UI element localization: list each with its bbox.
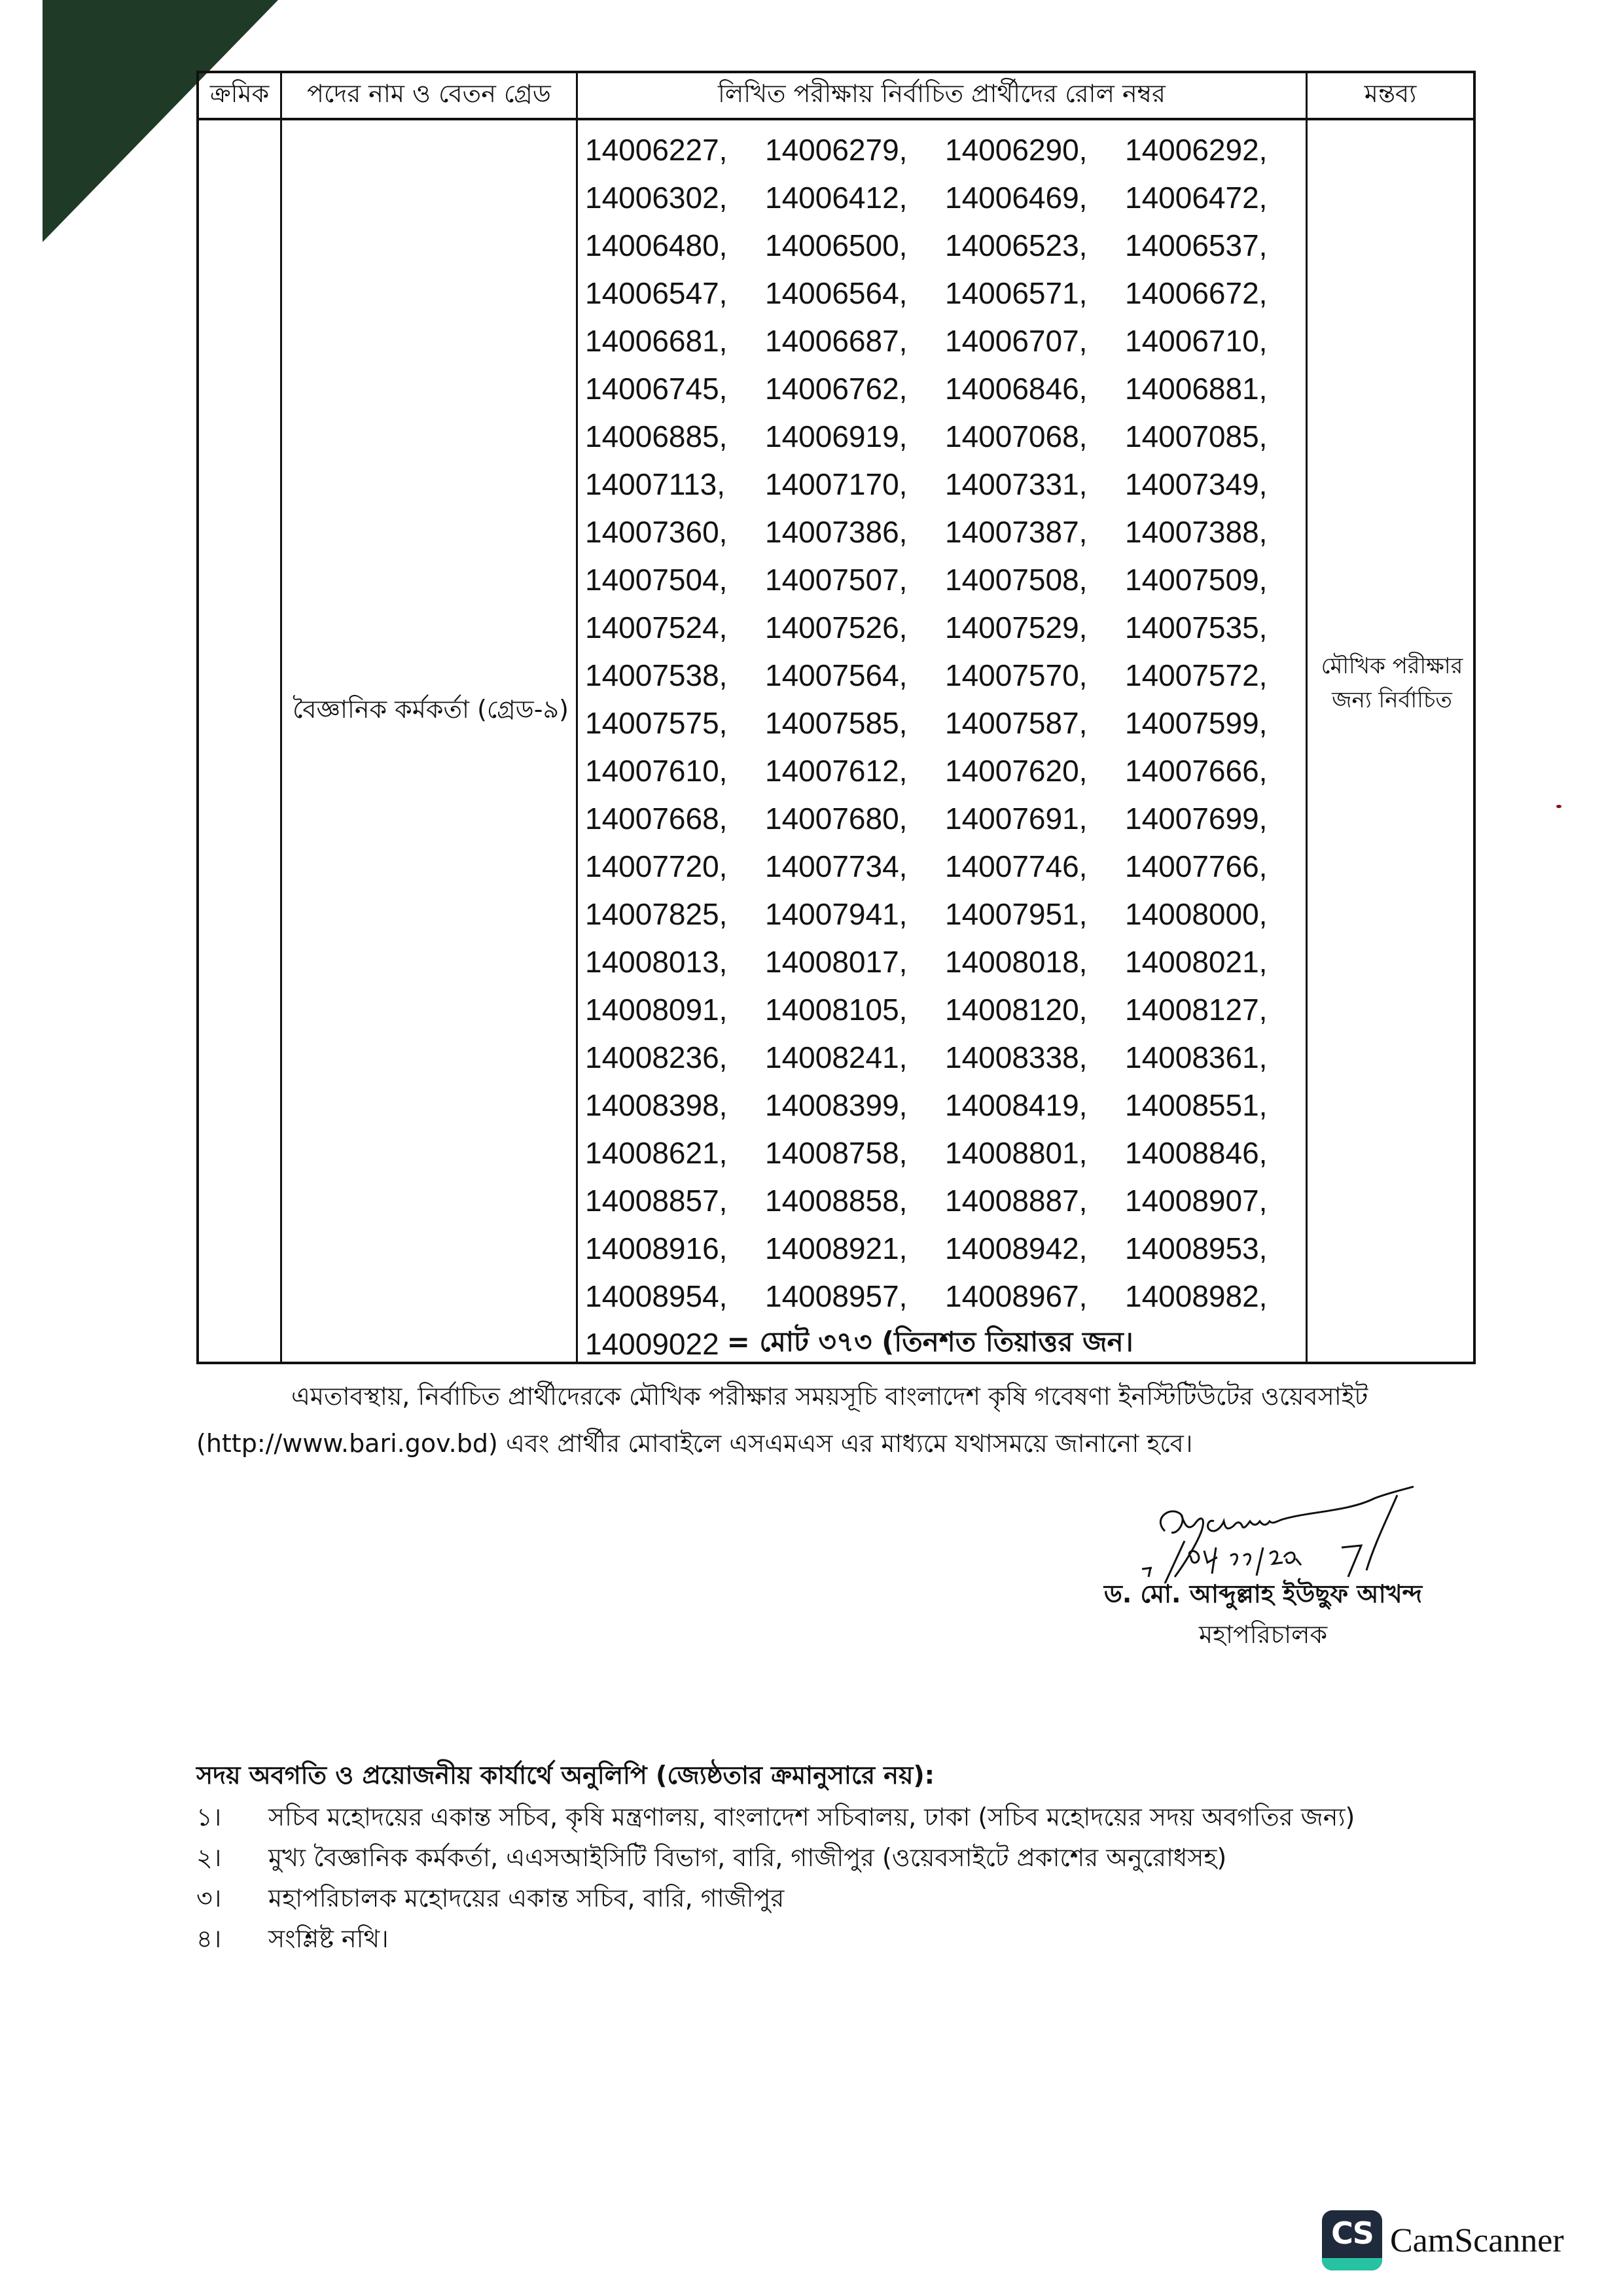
roll-number: 14006919, xyxy=(765,419,908,453)
roll-number-list xyxy=(585,126,1305,1368)
copy-item-text: মুখ্য বৈজ্ঞানিক কর্মকর্তা, এএসআইসিটি বিভাগ, বারি, গাজীপুর (ওয়েবসাইটে প্রকাশের অনুরোধসহ) xyxy=(268,1843,1227,1872)
copy-item-text: সচিব মহোদয়ের একান্ত সচিব, কৃষি মন্ত্রণালয়, বাংলাদেশ সচিবালয়, ঢাকা (সচিব মহোদয়ের সদয় অবগতির জন্য) xyxy=(268,1803,1355,1831)
roll-number: 14008361, xyxy=(1125,1040,1268,1074)
roll-number: 14006672, xyxy=(1125,275,1268,310)
header-remarks: মন্তব্য xyxy=(1364,79,1417,108)
roll-row xyxy=(585,508,1305,556)
roll-number: 14008801, xyxy=(945,1135,1088,1170)
notice-line: এমতাবস্থায়, নির্বাচিত প্রার্থীদেরকে মৌখিক পরীক্ষার সময়সূচি বাংলাদেশ কৃষি গবেষণা ইনস্টিটিউটের ওয়েবসাইট xyxy=(291,1382,1368,1411)
roll-row xyxy=(585,460,1305,508)
notice-line: (http://www.bari.gov.bd) এবং প্রার্থীর মোবাইলে এসএমএস এর মাধ্যমে যথাসময়ে জানানো হবে। xyxy=(196,1429,1193,1458)
post-name: বৈজ্ঞানিক কর্মকর্তা (গ্রেড-৯) xyxy=(293,695,569,724)
roll-row xyxy=(585,1176,1305,1224)
roll-number: 14006472, xyxy=(1125,180,1268,215)
roll-row xyxy=(585,317,1305,364)
roll-number: 14006523, xyxy=(945,228,1088,262)
roll-number: 14008957, xyxy=(765,1279,908,1313)
roll-row xyxy=(585,1224,1305,1272)
last-roll-number: 14009022 xyxy=(585,1326,719,1361)
roll-number: 14008236, xyxy=(585,1040,728,1074)
roll-number: 14007585, xyxy=(765,705,908,740)
roll-row xyxy=(585,747,1305,794)
remark-line: জন্য নির্বাচিত xyxy=(1332,687,1452,713)
roll-number: 14007941, xyxy=(765,896,908,931)
roll-row xyxy=(585,985,1305,1033)
roll-number: 14008021, xyxy=(1125,944,1268,979)
roll-row xyxy=(585,651,1305,699)
roll-number: 14007575, xyxy=(585,705,728,740)
roll-number: 14007572, xyxy=(1125,658,1268,692)
roll-number: 14008000, xyxy=(1125,896,1268,931)
roll-number: 14007529, xyxy=(945,610,1088,645)
roll-number: 14008398, xyxy=(585,1087,728,1122)
roll-number: 14007508, xyxy=(945,562,1088,597)
roll-number: 14007113, xyxy=(585,467,726,501)
signatory-name: ড. মো. আব্দুল্লাহ ইউছুফ আখন্দ xyxy=(1103,1580,1423,1608)
camscanner-badge-text: CS xyxy=(1331,2216,1373,2251)
roll-number: 14007524, xyxy=(585,610,728,645)
roll-row xyxy=(585,1081,1305,1129)
roll-number: 14008982, xyxy=(1125,1279,1268,1313)
roll-number: 14007612, xyxy=(765,753,908,788)
roll-number: 14007699, xyxy=(1125,801,1268,836)
notice-paragraph xyxy=(196,1373,1479,1467)
copy-item-text: মহাপরিচালক মহোদয়ের একান্ত সচিব, বারি, গাজীপুর xyxy=(268,1884,785,1913)
roll-number: 14006681, xyxy=(585,323,728,358)
roll-number: 14007068, xyxy=(945,419,1088,453)
roll-number: 14007691, xyxy=(945,801,1088,836)
roll-row xyxy=(585,1033,1305,1081)
copy-item xyxy=(196,1878,1479,1918)
roll-row xyxy=(585,794,1305,842)
roll-number: 14007570, xyxy=(945,658,1088,692)
roll-number: 14007504, xyxy=(585,562,728,597)
roll-number: 14007386, xyxy=(765,514,908,549)
roll-row xyxy=(585,126,1305,173)
roll-row xyxy=(585,173,1305,221)
roll-row xyxy=(585,842,1305,890)
roll-number: 14007387, xyxy=(945,514,1088,549)
roll-number: 14008018, xyxy=(945,944,1088,979)
signatory-block xyxy=(1080,1574,1446,1655)
selected-candidates-table xyxy=(196,71,1476,1364)
header-post: পদের নাম ও বেতন গ্রেড xyxy=(307,79,551,108)
roll-number: 14007666, xyxy=(1125,753,1268,788)
header-rolls: লিখিত পরীক্ষায় নির্বাচিত প্রার্থীদের রোল নম্বর xyxy=(718,79,1166,108)
roll-row xyxy=(585,699,1305,747)
roll-number: 14008551, xyxy=(1125,1087,1268,1122)
roll-number: 14008105, xyxy=(765,992,908,1027)
remark-line: মৌখিক পরীক্ষার xyxy=(1321,653,1463,679)
roll-row xyxy=(585,1272,1305,1320)
roll-number: 14007668, xyxy=(585,801,728,836)
roll-number: 14006469, xyxy=(945,180,1088,215)
roll-number: 14006412, xyxy=(765,180,908,215)
roll-number: 14006710, xyxy=(1125,323,1268,358)
roll-row xyxy=(585,556,1305,603)
column-divider xyxy=(1306,73,1308,1362)
roll-number: 14006745, xyxy=(585,371,728,406)
total-count: = মোট ৩৭৩ (তিনশত তিয়াত্তর জন। xyxy=(726,1326,1133,1358)
roll-number: 14006290, xyxy=(945,132,1088,167)
roll-number: 14008127, xyxy=(1125,992,1268,1027)
handwritten-signature xyxy=(1139,1485,1466,1583)
roll-number: 14007766, xyxy=(1125,849,1268,883)
roll-number: 14006302, xyxy=(585,180,728,215)
roll-number: 14008857, xyxy=(585,1183,728,1218)
roll-row xyxy=(585,364,1305,412)
roll-number: 14008921, xyxy=(765,1231,908,1265)
roll-number: 14008758, xyxy=(765,1135,908,1170)
roll-number: 14008338, xyxy=(945,1040,1088,1074)
roll-number: 14007331, xyxy=(945,467,1088,501)
roll-row xyxy=(585,269,1305,317)
remark xyxy=(1308,649,1476,717)
copy-item xyxy=(196,1837,1479,1878)
total-row xyxy=(585,1320,1305,1368)
roll-number: 14007085, xyxy=(1125,419,1268,453)
camscanner-watermark xyxy=(1322,2210,1564,2270)
roll-number: 14006885, xyxy=(585,419,728,453)
roll-number: 14006707, xyxy=(945,323,1088,358)
roll-number: 14007599, xyxy=(1125,705,1268,740)
roll-number: 14008953, xyxy=(1125,1231,1268,1265)
roll-number: 14008942, xyxy=(945,1231,1088,1265)
header-serial: ক্রমিক xyxy=(209,79,270,108)
roll-number: 14006500, xyxy=(765,228,908,262)
roll-number: 14007388, xyxy=(1125,514,1268,549)
roll-number: 14007620, xyxy=(945,753,1088,788)
roll-number: 14007526, xyxy=(765,610,908,645)
roll-number: 14007360, xyxy=(585,514,728,549)
roll-number: 14007734, xyxy=(765,849,908,883)
roll-row xyxy=(585,412,1305,460)
copy-item xyxy=(196,1918,1479,1959)
roll-number: 14008846, xyxy=(1125,1135,1268,1170)
roll-row xyxy=(585,221,1305,269)
roll-number: 14007746, xyxy=(945,849,1088,883)
roll-number: 14006687, xyxy=(765,323,908,358)
header-divider xyxy=(199,118,1473,120)
roll-number: 14006279, xyxy=(765,132,908,167)
roll-number: 14008091, xyxy=(585,992,728,1027)
roll-number: 14007564, xyxy=(765,658,908,692)
copy-item-number: ৩। xyxy=(196,1884,222,1913)
roll-number: 14006537, xyxy=(1125,228,1268,262)
roll-number: 14008954, xyxy=(585,1279,728,1313)
roll-number: 14006846, xyxy=(945,371,1088,406)
roll-number: 14007951, xyxy=(945,896,1088,931)
roll-number: 14008907, xyxy=(1125,1183,1268,1218)
signatory-designation: মহাপরিচালক xyxy=(1198,1620,1328,1649)
roll-number: 14007538, xyxy=(585,658,728,692)
scan-speck xyxy=(1556,805,1561,808)
roll-number: 14006881, xyxy=(1125,371,1268,406)
roll-number: 14006564, xyxy=(765,275,908,310)
roll-number: 14007720, xyxy=(585,849,728,883)
roll-row xyxy=(585,938,1305,985)
roll-number: 14007349, xyxy=(1125,467,1268,501)
camscanner-brand: CamScanner xyxy=(1390,2221,1564,2259)
roll-number: 14008858, xyxy=(765,1183,908,1218)
copy-item-number: ৪। xyxy=(196,1924,222,1953)
camscanner-badge-strip xyxy=(1322,2258,1382,2270)
roll-number: 14007825, xyxy=(585,896,728,931)
roll-number: 14008916, xyxy=(585,1231,728,1265)
copy-item xyxy=(196,1797,1479,1837)
roll-number: 14006292, xyxy=(1125,132,1268,167)
copy-distribution xyxy=(196,1754,1479,1959)
camscanner-logo-icon xyxy=(1322,2210,1382,2270)
roll-number: 14008887, xyxy=(945,1183,1088,1218)
roll-number: 14008120, xyxy=(945,992,1088,1027)
roll-number: 14007507, xyxy=(765,562,908,597)
roll-number: 14008621, xyxy=(585,1135,728,1170)
column-divider xyxy=(280,73,282,1362)
roll-number: 14007587, xyxy=(945,705,1088,740)
roll-number: 14006547, xyxy=(585,275,728,310)
roll-number: 14008017, xyxy=(765,944,908,979)
roll-number: 14007610, xyxy=(585,753,728,788)
roll-number: 14008013, xyxy=(585,944,728,979)
copy-item-text: সংশ্লিষ্ট নথি। xyxy=(268,1924,389,1953)
roll-number: 14006227, xyxy=(585,132,728,167)
roll-number: 14007535, xyxy=(1125,610,1268,645)
copy-item-number: ১। xyxy=(196,1803,222,1831)
roll-number: 14007680, xyxy=(765,801,908,836)
roll-row xyxy=(585,603,1305,651)
roll-number: 14008241, xyxy=(765,1040,908,1074)
roll-row xyxy=(585,1129,1305,1176)
copy-item-number: ২। xyxy=(196,1843,222,1872)
roll-number: 14006762, xyxy=(765,371,908,406)
roll-number: 14008967, xyxy=(945,1279,1088,1313)
roll-row xyxy=(585,890,1305,938)
roll-number: 14006571, xyxy=(945,275,1088,310)
roll-number: 14007170, xyxy=(765,467,908,501)
copy-heading: সদয় অবগতি ও প্রয়োজনীয় কার্যার্থে অনুলিপি (জ্যেষ্ঠতার ক্রমানুসারে নয়): xyxy=(196,1761,935,1790)
roll-number: 14006480, xyxy=(585,228,728,262)
roll-number: 14007509, xyxy=(1125,562,1268,597)
roll-number: 14008419, xyxy=(945,1087,1088,1122)
roll-number: 14008399, xyxy=(765,1087,908,1122)
